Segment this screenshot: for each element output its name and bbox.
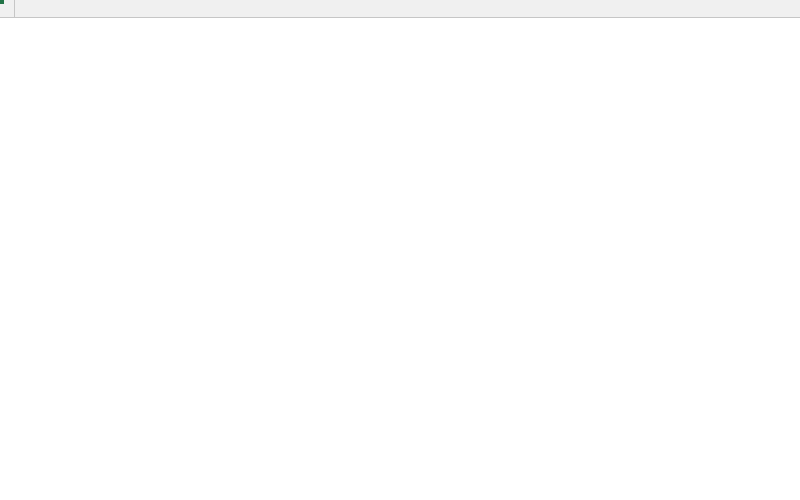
select-all-corner[interactable]	[0, 0, 15, 17]
column-headers	[0, 0, 800, 18]
